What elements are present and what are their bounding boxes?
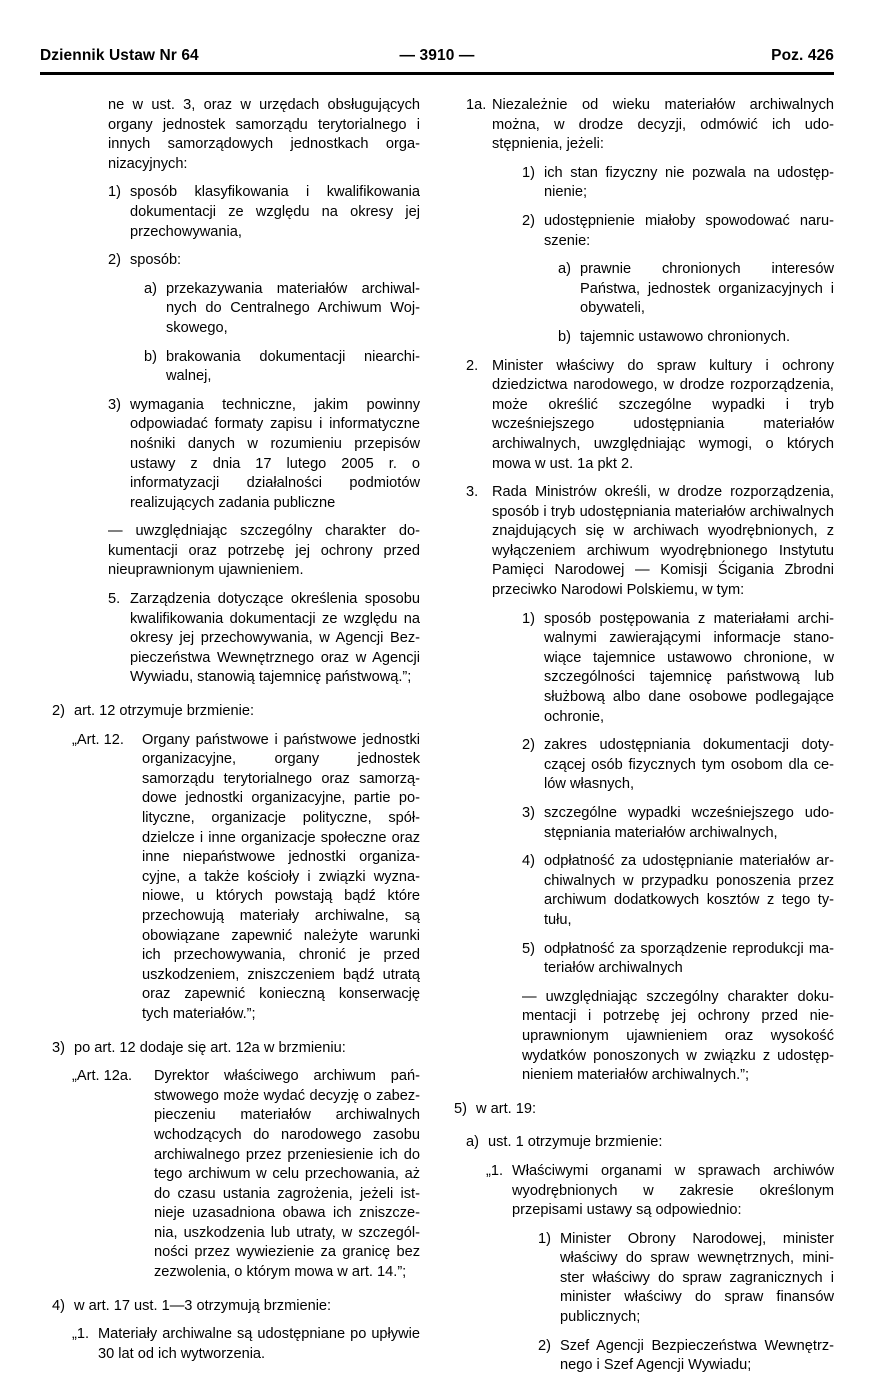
list-item-p2b: [558, 328, 834, 348]
article-text: Dyrektor właściwego archiwum państwowego może wydać decyzję o zabezpieczeniu materiałów archiwalnych wchodzących do narodowego zasobu archiwalnego przez przeniesienie ich do tego archiwum w celu przechowania, aż do czasu ustania zagrożenia, jeżeli istnieje uzasadniona obawa ich zniszczenia, uszkodzenia lub utraty, w szczególności przez wywiezienie za granicę bez zezwolenia, o którym mowa w art. 14.”;: [154, 1068, 420, 1281]
ustep-marker: 3.: [466, 484, 479, 501]
list-item-text: sposób postępowania z materiałami archiwalnymi zawierającymi informacje stanowiące tajemnice ustawowo chronione, w szczególności tajemnicę państwową lub służbową albo dane osobowe podlegające ochronie,: [544, 610, 834, 725]
list-item-text: przekazywania materiałów archiwalnych do Centralnego Archiwum Wojskowego,: [166, 280, 420, 336]
list-item-2: [108, 251, 420, 271]
amendment-point-2: [52, 702, 420, 722]
article-12-block: [72, 731, 420, 1025]
list-item-q2: [522, 736, 834, 795]
list-item-text: zakres udostępniania dokumentacji dotyczącej osób fizycznych tym osobom dla celów własnych,: [544, 737, 834, 793]
ustep-marker: „1.: [486, 1162, 504, 1179]
list-item-text: odpłatność za sporządzenie reprodukcji materiałów archiwalnych: [544, 940, 834, 977]
list-item-text: ust. 1 otrzymuje brzmienie:: [488, 1134, 663, 1151]
list-item-text: odpłatność za udostępnianie materiałów archiwalnych w przypadku ponoszenia przez archiwum dodatkowych kosztów z tego tytułu,: [544, 853, 834, 928]
list-marker: 1): [522, 610, 535, 627]
list-item-text: prawnie chronionych interesów Państwa, jednostek organizacyjnych i obywateli,: [580, 261, 834, 317]
list-item-s1: [538, 1230, 834, 1328]
list-marker: 1): [522, 164, 535, 181]
list-item-q1: [522, 610, 834, 728]
article-12a-block: [72, 1067, 420, 1283]
list-marker: 2): [538, 1337, 551, 1354]
article-label: „Art. 12.: [72, 731, 124, 748]
ustep-text: Właściwymi organami w sprawach archiwów wyodrębnionych w zakresie określonym przepisami ustawy są odpowiednio:: [512, 1162, 834, 1219]
list-item-p1: [522, 164, 834, 203]
list-item-text: w art. 19:: [476, 1100, 537, 1117]
ustep-marker: „1.: [72, 1326, 90, 1343]
list-item-text: wymagania techniczne, jakim powinny odpowiadać formaty zapisu i informatyczne nośniki danych w rozumieniu przepisów ustawy z dnia 17 lutego 2005 r. o informatyzacji działalności podmiotów realizujących zadania publiczne: [130, 396, 420, 511]
list-marker: 2): [108, 252, 121, 269]
list-item-p2a: [558, 260, 834, 319]
list-item-text: sposób klasyfikowania i kwalifikowania dokumentacji ze względu na okresy jej przechowywania,: [130, 184, 420, 240]
article-text: Organy państwowe i państwowe jednostki organizacyjne, organy jednostek samorządu terytorialnego oraz samorządowe jednostki organizacyjne, partie polityczne, organizacje polityczne, spółdzielcze i inne organizacje społeczne oraz inne niepaństwowe jednostki organizacyjne, a także kościoły i związki wyznaniowe, u których powstają bądź które przechowują materiały archiwalne, są obowiązane zapewnić należyte warunki ich przechowywania, chronić je przed uszkodzeniem, zniszczeniem bądź utratą oraz zapewnić konieczną konserwację tych materiałów.”;: [142, 731, 420, 1022]
list-item-text: tajemnic ustawowo chronionych.: [580, 328, 791, 345]
ustep-r1-block: [486, 1162, 834, 1221]
left-column: [40, 96, 420, 1362]
ustep-marker: 1a.: [466, 97, 487, 113]
paragraph-intro: ne w ust. 3, oraz w urzędach obsługujących organy jednostek samorządu terytorialnego i innych samorządowych jednostkach organizacyjnych:: [108, 97, 420, 172]
ustep-text: Materiały archiwalne są udostępniane po upływie 30 lat od ich wytworzenia.: [98, 1326, 420, 1362]
list-marker: b): [558, 328, 571, 345]
list-marker: 5): [522, 940, 535, 957]
ustep-marker: 2.: [466, 357, 479, 374]
list-marker: 1): [538, 1230, 551, 1247]
list-item-s2: [538, 1337, 834, 1376]
list-item-q4: [522, 852, 834, 930]
list-item-text: Szef Agencji Bezpieczeństwa Wewnętrznego i Szef Agencji Wywiadu;: [560, 1337, 834, 1374]
closing-dash-paragraph: — uwzględniając szczególny charakter dokumentacji oraz potrzebę jej ochrony przed nieuprawnionym ujawnieniem.: [108, 523, 420, 579]
ustep-text: Rada Ministrów określi, w drodze rozporządzenia, sposób i tryb udostępniania materiałów archiwalnych znajdujących się w archiwach wyodrębnionych, z wyłączeniem archiwum wyodrębnionego Instytutu Pamięci Narodowej — Komisji Ścigania Zbrodni przeciwko Narodowi Polskiemu, w tym:: [492, 484, 834, 599]
list-marker: 4): [52, 1297, 65, 1314]
list-item-p2: [522, 212, 834, 251]
list-marker: 1): [108, 184, 121, 201]
list-item-text: Minister Obrony Narodowej, minister właściwy do spraw wewnętrznych, minister właściwy do spraw zagranicznych i minister właściwy do spraw finansów publicznych;: [560, 1230, 834, 1326]
running-head: [40, 46, 834, 72]
list-marker: a): [144, 280, 157, 297]
list-item-q3: [522, 804, 834, 843]
amendment-point-4: [52, 1297, 420, 1317]
list-marker: 3): [522, 805, 535, 821]
list-item-3: [108, 396, 420, 514]
list-marker: b): [144, 348, 157, 365]
list-marker: 2): [522, 212, 535, 229]
ustep-3-block: [466, 483, 834, 601]
list-marker: 2): [52, 703, 65, 720]
header-rule: [40, 72, 834, 75]
amendment-point-5: [454, 1100, 834, 1120]
list-item-text: udostępnienie miałoby spowodować naruszenie:: [544, 212, 834, 249]
body-columns: [40, 96, 834, 1374]
right-column: [454, 96, 834, 1374]
journal-title: Dziennik Ustaw Nr 64: [40, 47, 199, 64]
ustep-1-block: [72, 1325, 420, 1364]
ustep-text: Niezależnie od wieku materiałów archiwalnych można, w drodze decyzji, odmówić ich udostępnienia, jeżeli:: [492, 97, 834, 153]
ustep-2-block: [466, 357, 834, 475]
list-marker: 3): [108, 396, 121, 413]
list-item-2a: [144, 280, 420, 339]
amendment-point-5a: [466, 1133, 834, 1153]
article-label: „Art. 12a.: [72, 1068, 133, 1085]
list-marker: 3): [52, 1039, 65, 1056]
list-marker: 5.: [108, 591, 121, 608]
list-item-text: art. 12 otrzymuje brzmienie:: [74, 703, 255, 720]
list-marker: a): [466, 1134, 479, 1151]
list-marker: 2): [522, 737, 535, 754]
page-number: — 3910 —: [399, 47, 475, 64]
list-item-text: szczególne wypadki wcześniejszego udostępniania materiałów archiwalnych,: [544, 805, 834, 841]
list-item-q5: [522, 940, 834, 979]
list-item-5: [108, 590, 420, 688]
list-item-2b: [144, 348, 420, 387]
list-marker: a): [558, 261, 571, 278]
amendment-point-3: [52, 1039, 420, 1059]
list-item-1: [108, 183, 420, 242]
ustep-text: Minister właściwy do spraw kultury i ochrony dziedzictwa narodowego, w drodze rozporządzenia, może określić szczególne wypadki i tryb wcześniejszego udostępniania materiałów archiwalnych, uwzględniając wymogi, o których mowa w ust. 1a pkt 2.: [492, 357, 834, 472]
list-item-text: w art. 17 ust. 1—3 otrzymują brzmienie:: [74, 1297, 332, 1314]
list-marker: 5): [454, 1100, 467, 1117]
ustep-1a-block: [466, 96, 834, 155]
item-reference: Poz. 426: [771, 47, 834, 64]
list-item-text: brakowania dokumentacji niearchiwalnej,: [166, 348, 420, 385]
list-item-text: ich stan fizyczny nie pozwala na udostępnienie;: [544, 164, 834, 201]
list-item-text: sposób:: [130, 252, 182, 269]
list-item-text: po art. 12 dodaje się art. 12a w brzmieniu:: [74, 1039, 346, 1056]
closing-dash-paragraph: — uwzględniając szczególny charakter dokumentacji i potrzebę jej ochrony przed nieuprawnionym ujawnieniem oraz wysokość wydatków ponoszonych w związku z udostępnieniem materiałów archiwalnych.”;: [522, 988, 834, 1084]
list-marker: 4): [522, 853, 535, 870]
list-item-text: Zarządzenia dotyczące określenia sposobu kwalifikowania dokumentacji ze względu na okresy jej przechowywania, w Agencji Bezpieczeństwa Wewnętrznego oraz w Agencji Wywiadu, stanowią tajemnicę państwową.”;: [130, 591, 420, 686]
